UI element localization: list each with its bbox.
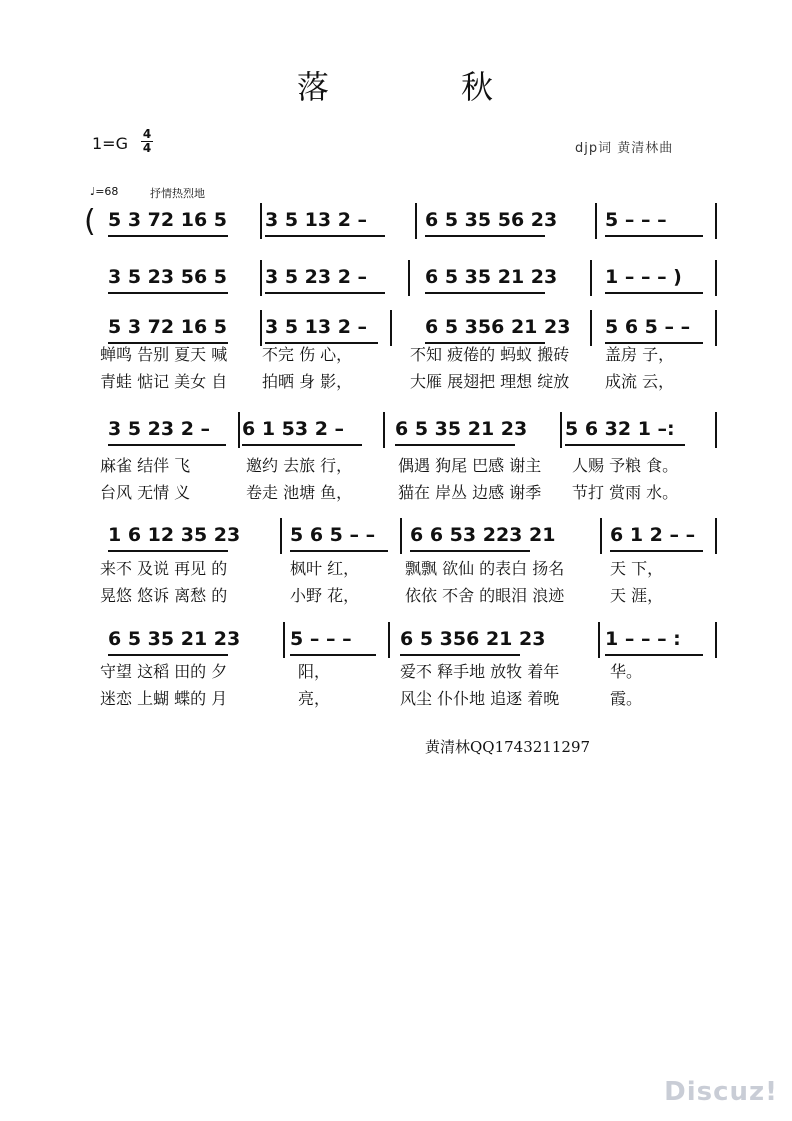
- barline: [715, 622, 717, 658]
- lyric-segment: 拍晒 身 影，: [262, 372, 353, 391]
- barline: [388, 622, 390, 658]
- barline: [383, 412, 385, 448]
- measure: 5 3 72 16 5: [108, 316, 228, 338]
- measure: 6 1 2 – –: [610, 524, 696, 546]
- lyric-segment: 飘飘 欲仙 的表白 扬名: [405, 559, 565, 578]
- lyric-segment: 阳，: [298, 662, 331, 681]
- watermark-logo: Discuz!: [664, 1077, 778, 1107]
- measure: 5 – – –: [290, 628, 352, 650]
- barline: [715, 260, 717, 296]
- beam-line: [605, 235, 703, 237]
- lyric-segment: 成流 云，: [605, 372, 675, 391]
- measure: 3 5 23 2 –: [108, 418, 211, 440]
- barline: [415, 203, 417, 239]
- beam-line: [605, 654, 703, 656]
- measure: 6 5 35 21 23: [395, 418, 528, 440]
- lyric-segment: 偶遇 狗尾 巴感 谢主: [398, 456, 542, 475]
- barline: [390, 310, 392, 346]
- beam-line: [425, 235, 545, 237]
- tempo-marking: ♩=68: [90, 185, 119, 198]
- measure: 6 5 35 56 23: [425, 209, 558, 231]
- credits: djp词 黄清林曲: [575, 141, 674, 156]
- barline: [260, 260, 262, 296]
- barline: [590, 260, 592, 296]
- barline: [280, 518, 282, 554]
- barline: [595, 203, 597, 239]
- beam-line: [395, 444, 515, 446]
- lyric-segment: 蝉鸣 告别 夏天 喊: [100, 345, 228, 364]
- lyric-segment: 不完 伤 心，: [262, 345, 353, 364]
- lyric-segment: 人赐 予粮 食。: [572, 456, 679, 475]
- measure: 5 6 5 – –: [605, 316, 691, 338]
- beam-line: [108, 235, 228, 237]
- intro-open-paren: (: [84, 204, 96, 239]
- barline: [260, 310, 262, 346]
- lyric-segment: 不知 疲倦的 蚂蚁 搬砖: [410, 345, 570, 364]
- barline: [238, 412, 240, 448]
- measure: 1 – – – ): [605, 266, 682, 288]
- notation-row-2: [90, 262, 720, 298]
- lyric-segment: 天 涯，: [610, 586, 664, 605]
- measure: 3 5 23 2 –: [265, 266, 368, 288]
- time-sig-bottom: 4: [142, 141, 152, 155]
- barline: [715, 412, 717, 448]
- measure: 6 1 53 2 –: [242, 418, 345, 440]
- beam-line: [242, 444, 362, 446]
- beam-line: [108, 444, 226, 446]
- barline: [560, 412, 562, 448]
- beam-line: [108, 550, 228, 552]
- beam-line: [265, 235, 385, 237]
- notation-row-1: [90, 205, 720, 241]
- beam-line: [108, 654, 228, 656]
- lyric-segment: 迷恋 上蝴 蝶的 月: [100, 689, 228, 708]
- barline: [400, 518, 402, 554]
- author-contact: 黄清林QQ1743211297: [425, 738, 591, 756]
- lyric-segment: 枫叶 红，: [290, 559, 360, 578]
- lyric-segment: 猫在 岸丛 边感 谢季: [398, 483, 542, 502]
- lyric-segment: 节打 赏雨 水。: [572, 483, 679, 502]
- beam-line: [565, 444, 685, 446]
- lyric-segment: 小野 花，: [290, 586, 360, 605]
- lyric-segment: 风尘 仆仆地 追逐 着晚: [400, 689, 560, 708]
- measure: 5 6 32 1 –:: [565, 418, 675, 440]
- time-sig-top: 4: [142, 127, 152, 141]
- beam-line: [605, 292, 703, 294]
- beam-line: [410, 550, 530, 552]
- beam-line: [610, 550, 703, 552]
- beam-line: [265, 292, 385, 294]
- lyric-segment: 麻雀 结伴 飞: [100, 456, 191, 475]
- lyric-segment: 华。: [610, 662, 643, 681]
- expression-marking: 抒情热烈地: [150, 187, 205, 200]
- key-signature: 1=G: [92, 134, 128, 153]
- lyric-segment: 青蛙 惦记 美女 自: [100, 372, 228, 391]
- lyric-segment: 亮，: [298, 689, 331, 708]
- measure: 5 – – –: [605, 209, 667, 231]
- barline: [715, 310, 717, 346]
- measure: 6 5 35 21 23: [108, 628, 241, 650]
- notation-row-6: [90, 624, 720, 660]
- lyric-segment: 晃悠 悠诉 离愁 的: [100, 586, 228, 605]
- measure: 6 5 35 21 23: [425, 266, 558, 288]
- barline: [715, 518, 717, 554]
- measure: 6 6 53 223 21: [410, 524, 556, 546]
- barline: [598, 622, 600, 658]
- measure: 5 6 5 – –: [290, 524, 376, 546]
- lyric-segment: 盖房 子，: [605, 345, 675, 364]
- measure: 1 – – – :: [605, 628, 681, 650]
- measure: 6 5 356 21 23: [425, 316, 571, 338]
- lyric-segment: 霞。: [610, 689, 643, 708]
- barline: [283, 622, 285, 658]
- lyric-segment: 爱不 释手地 放牧 着年: [400, 662, 560, 681]
- title-char-1: 落: [296, 68, 331, 106]
- lyric-segment: 邀约 去旅 行，: [246, 456, 353, 475]
- barline: [715, 203, 717, 239]
- beam-line: [425, 292, 545, 294]
- barline: [260, 203, 262, 239]
- beam-line: [108, 292, 228, 294]
- beam-line: [400, 654, 520, 656]
- measure: 3 5 23 56 5: [108, 266, 228, 288]
- lyric-segment: 台风 无情 义: [100, 483, 191, 502]
- lyric-segment: 天 下，: [610, 559, 664, 578]
- lyric-segment: 大雁 展翅把 理想 绽放: [410, 372, 570, 391]
- measure: 5 3 72 16 5: [108, 209, 228, 231]
- notation-row-5: [90, 520, 720, 556]
- lyric-segment: 依依 不舍 的眼泪 浪迹: [405, 586, 565, 605]
- measure: 3 5 13 2 –: [265, 316, 368, 338]
- lyric-segment: 守望 这稻 田的 夕: [100, 662, 228, 681]
- measure: 3 5 13 2 –: [265, 209, 368, 231]
- time-signature: [140, 128, 154, 155]
- measure: 6 5 356 21 23: [400, 628, 546, 650]
- lyric-segment: 来不 及说 再见 的: [100, 559, 228, 578]
- title-char-2: 秋: [461, 68, 496, 106]
- measure: 1 6 12 35 23: [108, 524, 241, 546]
- notation-row-4: [90, 414, 720, 450]
- barline: [590, 310, 592, 346]
- beam-line: [290, 654, 376, 656]
- barline: [600, 518, 602, 554]
- barline: [408, 260, 410, 296]
- beam-line: [290, 550, 388, 552]
- song-title: [0, 62, 792, 106]
- lyric-segment: 卷走 池塘 鱼，: [246, 483, 353, 502]
